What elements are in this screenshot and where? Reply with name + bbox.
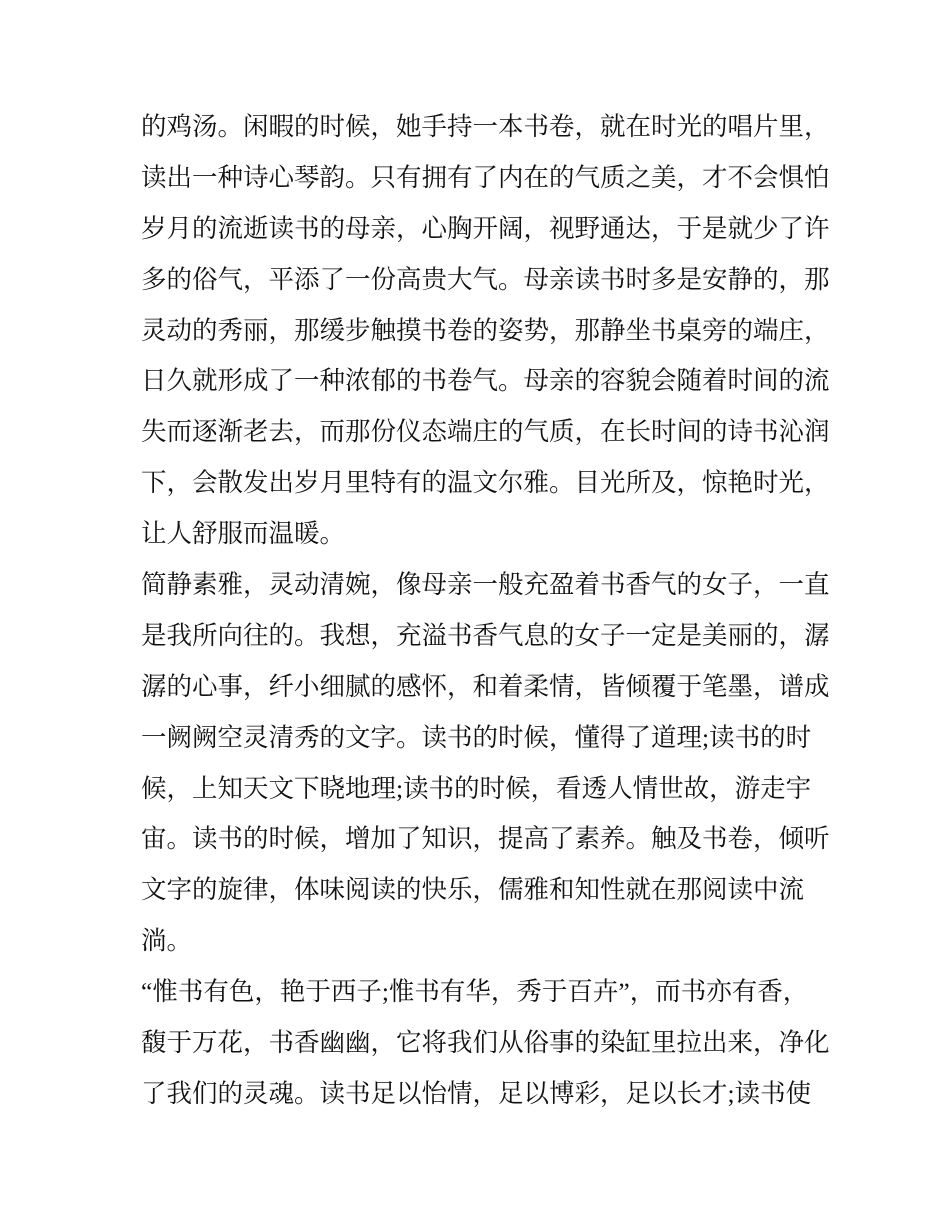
text-line: 灵动的秀丽，那缓步触摸书卷的姿势，那静坐书桌旁的端庄， [141,315,830,345]
text-line: 失而逐渐老去，而那份仪态端庄的气质，在长时间的诗书沁润 [141,417,830,447]
text-line: 了我们的灵魂。读书足以怡情，足以博彩，足以长才;读书使 [141,1078,812,1108]
text-line: 淌。 [141,926,193,956]
text-line: 下，会散发出岁月里特有的温文尔雅。目光所及，惊艳时光， [141,468,830,498]
text-line: 一阙阙空灵清秀的文字。读书的时候，懂得了道理;读书的时 [141,722,812,752]
text-line: 日久就形成了一种浓郁的书卷气。母亲的容貌会随着时间的流 [141,366,830,396]
paragraph-start-line: “惟书有色，艳于西子;惟书有华，秀于百卉”，而书亦有香， [141,977,809,1007]
text-line: 候，上知天文下晓地理;读书的时候，看透人情世故，游走宇 [141,773,812,803]
body-text [141,102,830,1120]
paragraph-start-line: 简静素雅，灵动清婉，像母亲一般充盈着书香气的女子，一直 [141,570,830,600]
text-line: 岁月的流逝读书的母亲，心胸开阔，视野通达，于是就少了许 [141,213,830,243]
text-line: 读出一种诗心琴韵。只有拥有了内在的气质之美，才不会惧怕 [141,162,830,192]
text-line: 宙。读书的时候，增加了知识，提高了素养。触及书卷，倾听 [141,824,830,854]
text-line: 馥于万花，书香幽幽，它将我们从俗事的染缸里拉出来，净化 [141,1028,830,1058]
text-line: 的鸡汤。闲暇的时候，她手持一本书卷，就在时光的唱片里， [141,112,830,141]
text-line: 文字的旋律，体味阅读的快乐，儒雅和知性就在那阅读中流 [141,875,805,905]
text-line: 多的俗气，平添了一份高贵大气。母亲读书时多是安静的，那 [141,264,830,294]
text-line: 是我所向往的。我想，充溢书香气息的女子一定是美丽的，潺 [141,620,830,650]
text-line: 让人舒服而温暖。 [141,519,346,549]
text-line: 潺的心事，纤小细腻的感怀，和着柔情，皆倾覆于笔墨，谱成 [141,671,830,701]
